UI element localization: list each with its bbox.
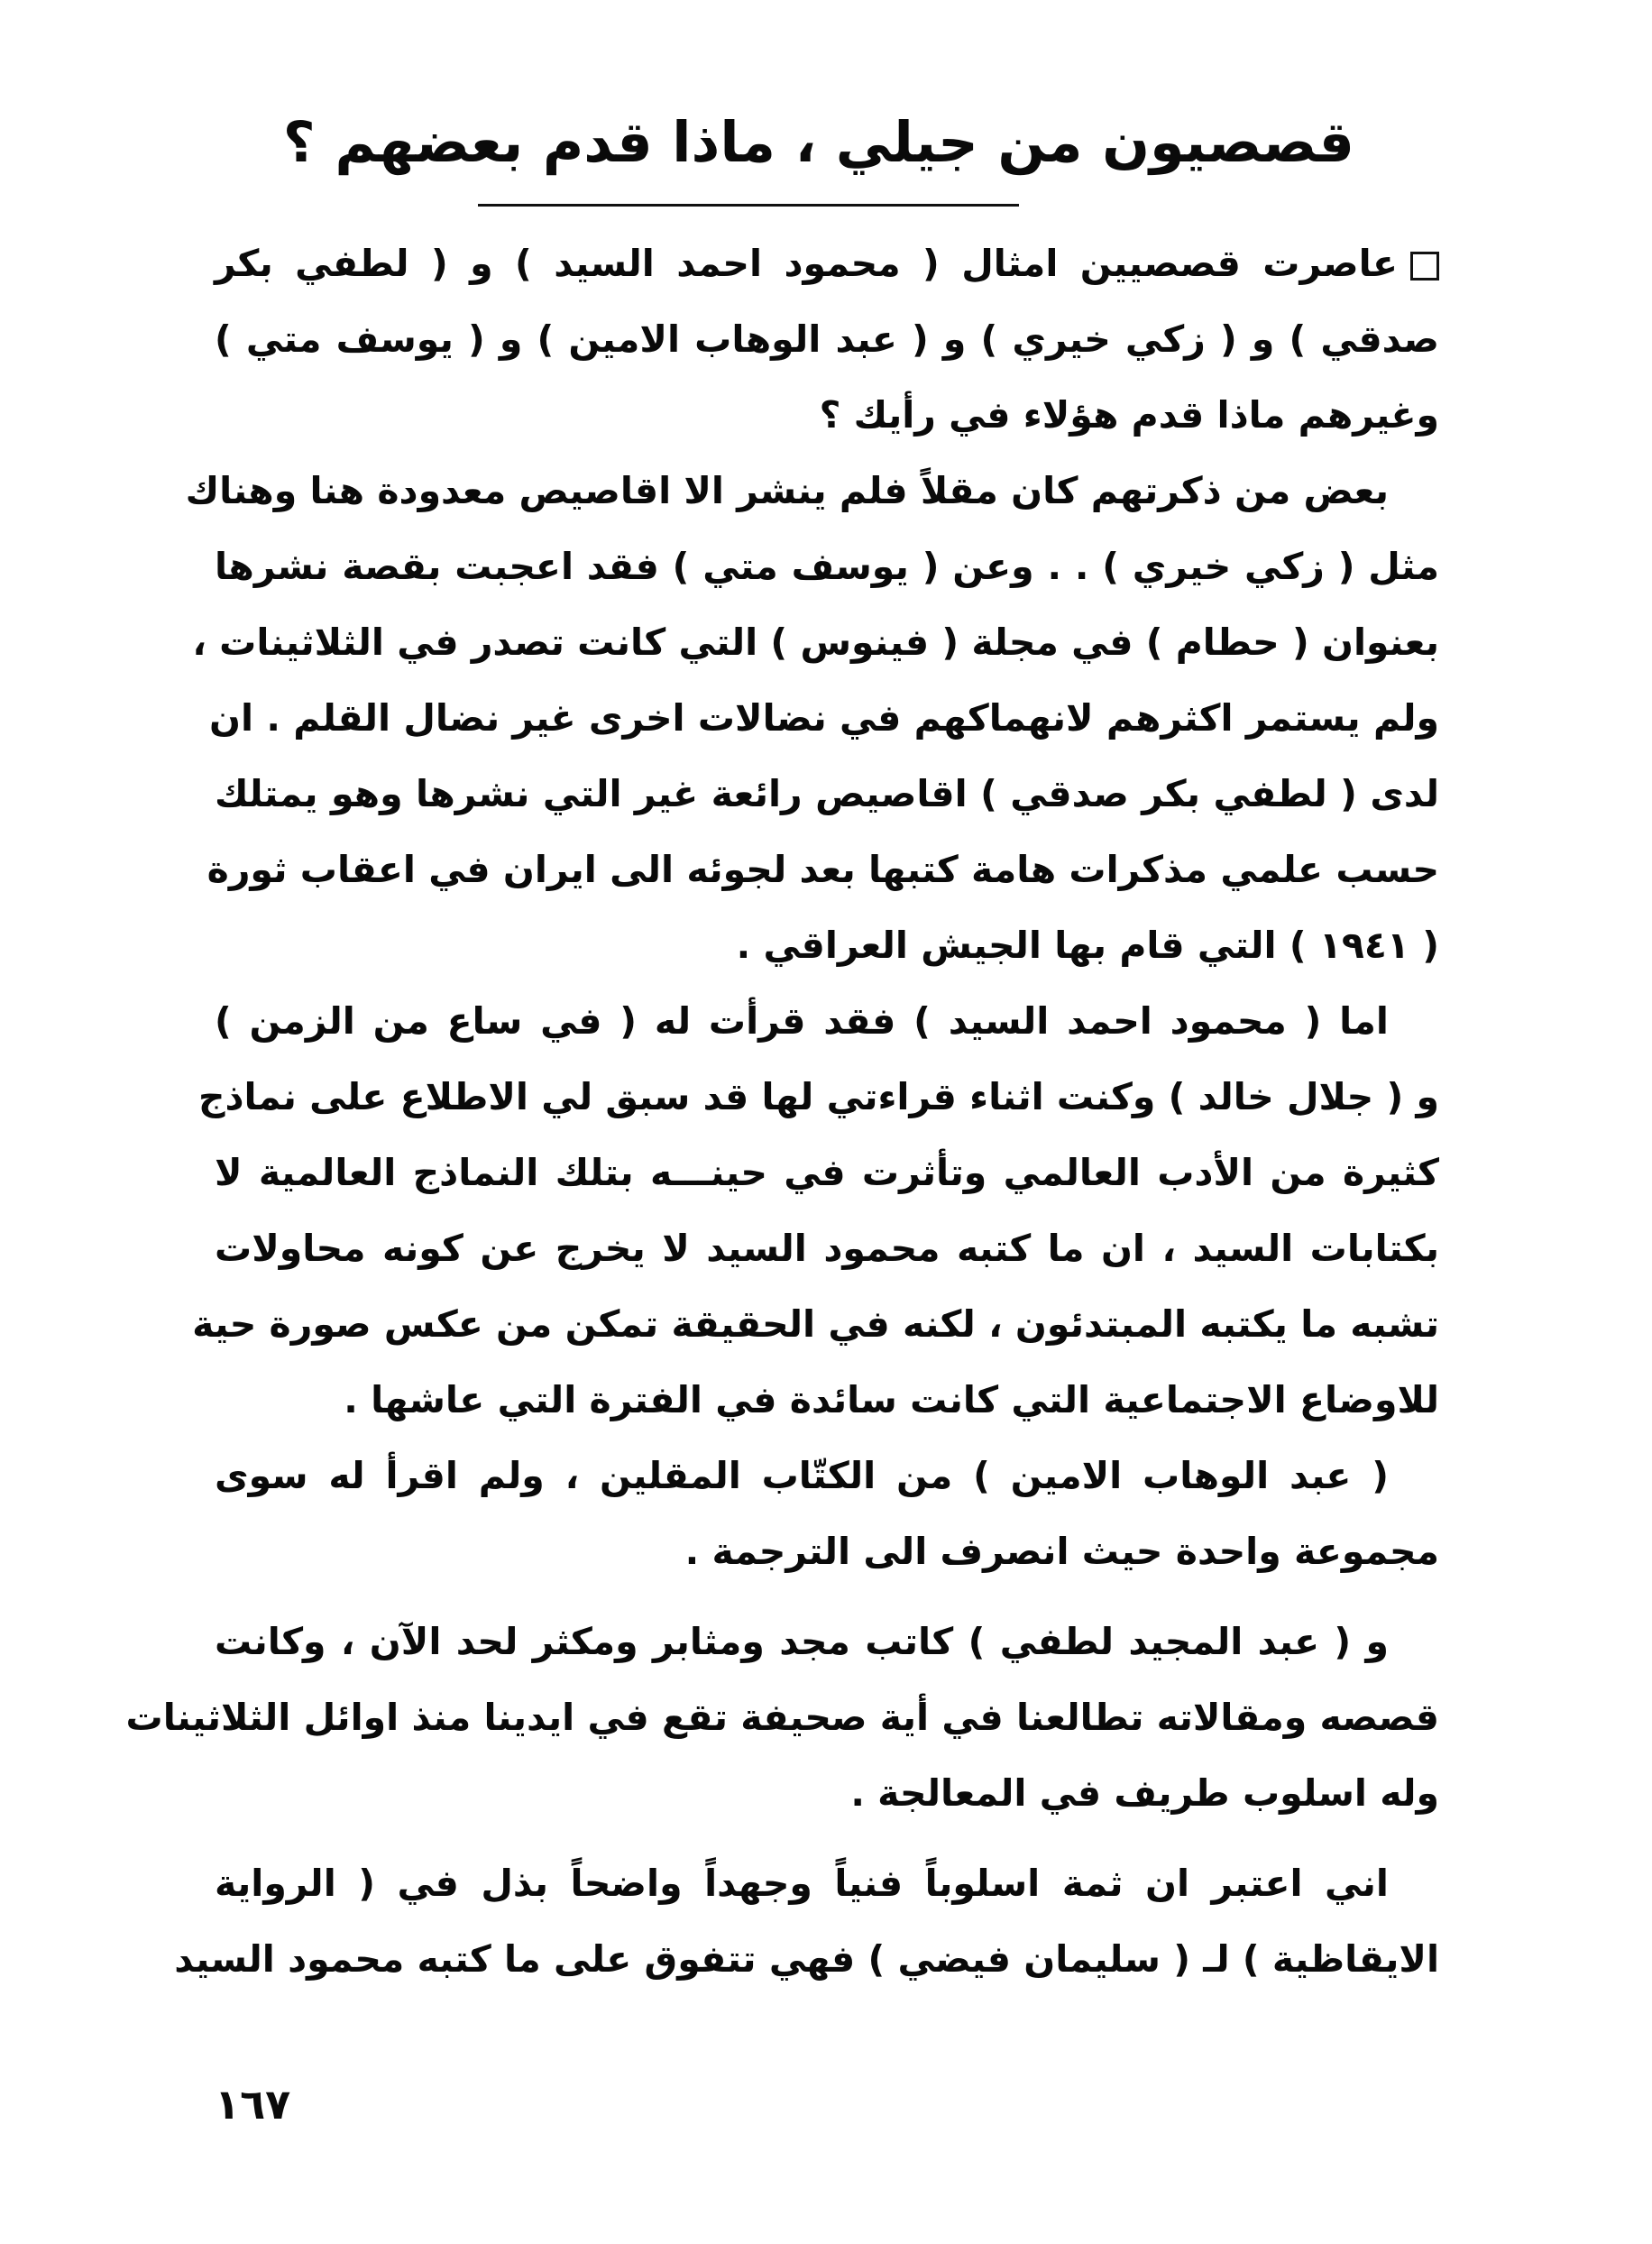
text-line: بكتابات السيد ، ان ما كتبه محمود السيد لا يخرج عن كونه محاولات: [215, 1227, 1439, 1270]
text-line: كثيرة من الأدب العالمي وتأثرت في حينـــه بتلك النماذج العالمية لا: [215, 1151, 1439, 1194]
text-line: مجموعة واحدة حيث انصرف الى الترجمة .: [684, 1530, 1439, 1573]
paragraph-gap: [215, 1589, 1439, 1604]
text-line: للاوضاع الاجتماعية التي كانت سائدة في الفترة التي عاشها .: [344, 1378, 1439, 1421]
text-line: ( ١٩٤١ ) التي قام بها الجيش العراقي .: [736, 924, 1439, 967]
text-line: صدقي ) و ( زكي خيري ) و ( عبد الوهاب الامين ) و ( يوسف متي ): [215, 317, 1439, 361]
text-line: تشبه ما يكتبه المبتدئون ، لكنه في الحقيقة تمكن من عكس صورة حية: [192, 1302, 1439, 1346]
text-line: مثل ( زكي خيري ) . . وعن ( يوسف متي ) فقد اعجبت بقصة نشرها: [215, 545, 1439, 588]
text-line: و ( عبد المجيد لطفي ) كاتب مجد ومثابر ومكثر لحد الآن ، وكانت: [215, 1620, 1389, 1663]
text-line: ( عبد الوهاب الامين ) من الكتّاب المقلين ، ولم اقرأ له سوى: [215, 1454, 1389, 1497]
text-line: لدى ( لطفي بكر صدقي ) اقاصيص رائعة غير التي نشرها وهو يمتلك: [215, 772, 1439, 815]
text-line: قصصه ومقالاته تطالعنا في أية صحيفة تقع في ايدينا منذ اوائل الثلاثينات: [125, 1696, 1439, 1739]
text-line: بعنوان ( حطام ) في مجلة ( فينوس ) التي كانت تصدر في الثلاثينات ،: [192, 621, 1439, 664]
text-line: اما ( محمود احمد السيد ) فقد قرأت له ( في ساع من الزمن ): [215, 999, 1389, 1043]
paragraph-gap: [215, 1831, 1439, 1845]
text-line: اني اعتبر ان ثمة اسلوباً فنياً وجهداً واضحاً بذل في ( الرواية: [215, 1862, 1389, 1905]
text-line: عاصرت قصصيين امثال ( محمود احمد السيد ) و ( لطفي بكر: [215, 225, 1439, 301]
page-title: قصصيون من جيلي ، ماذا قدم بعضهم ؟: [282, 109, 1354, 175]
text-line: بعض من ذكرتهم كان مقلاً فلم ينشر الا اقاصيص معدودة هنا وهناك: [185, 469, 1389, 512]
text-line: ولم يستمر اكثرهم لانهماكهم في نضالات اخرى غير نضال القلم . ان: [209, 696, 1439, 740]
page-body: [125, 225, 1439, 1997]
text-line: حسب علمي مذكرات هامة كتبها بعد لجوئه الى ايران في اعقاب ثورة: [206, 848, 1439, 891]
text-line: و ( جلال خالد ) وكنت اثناء قراءتي لها قد سبق لي الاطلاع على نماذج: [197, 1075, 1439, 1118]
text-line: الايقاظية ) لـ ( سليمان فيضي ) فهي تتفوق على ما كتبه محمود السيد: [174, 1937, 1439, 1981]
title-underline: [478, 204, 1019, 207]
text-line: وغيرهم ماذا قدم هؤلاء في رأيك ؟: [819, 393, 1439, 437]
text-line: وله اسلوب طريف في المعالجة .: [850, 1771, 1439, 1815]
square-bullet-icon: [1410, 252, 1439, 280]
page-number: ١٦٧: [215, 2080, 291, 2129]
